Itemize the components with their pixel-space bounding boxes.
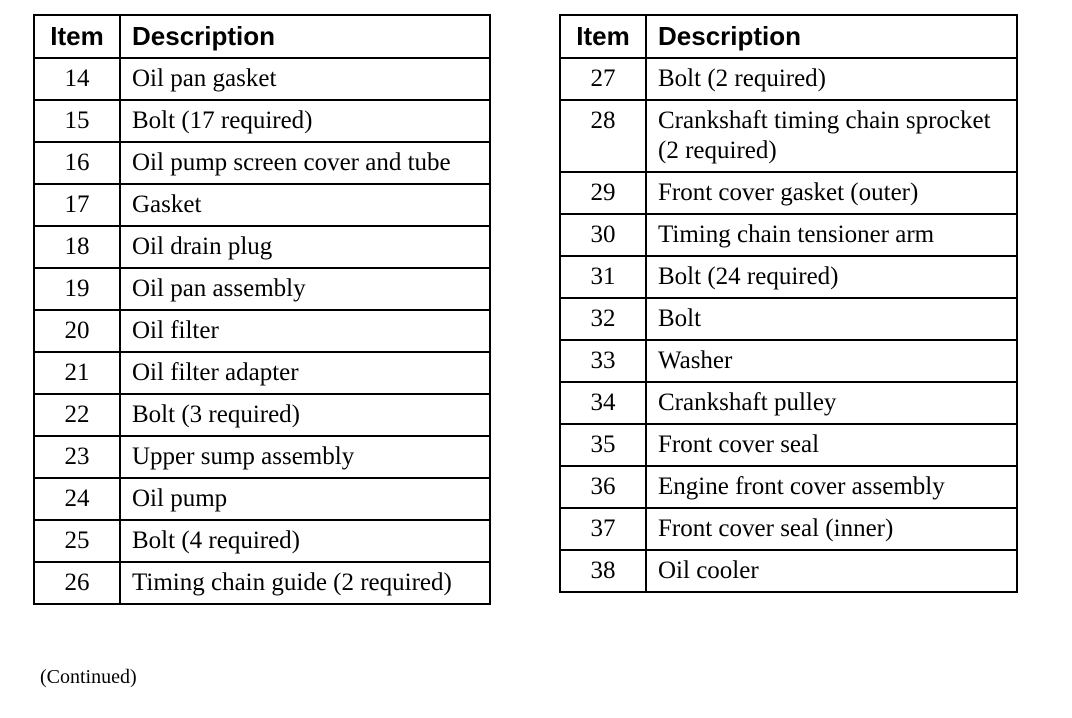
table-row: [34, 310, 490, 352]
table-row: [34, 478, 490, 520]
table-row: [560, 550, 1017, 592]
description-cell: Bolt (4 required): [120, 520, 490, 562]
item-number-cell: 30: [560, 214, 646, 256]
table-row: [34, 562, 490, 604]
parts-table-right: [559, 14, 1018, 593]
continued-note: (Continued): [40, 666, 137, 688]
table-body: [560, 58, 1017, 592]
description-cell: Bolt (3 required): [120, 394, 490, 436]
description-cell: Upper sump assembly: [120, 436, 490, 478]
item-number-cell: 27: [560, 58, 646, 100]
description-cell: Oil filter: [120, 310, 490, 352]
table-row: [560, 58, 1017, 100]
item-column-header: Item: [560, 15, 646, 58]
item-number-cell: 16: [34, 142, 120, 184]
item-number-cell: 19: [34, 268, 120, 310]
description-column-header: Description: [646, 15, 1017, 58]
item-column-header: Item: [34, 15, 120, 58]
description-cell: Timing chain guide (2 required): [120, 562, 490, 604]
item-number-cell: 24: [34, 478, 120, 520]
item-number-cell: 28: [560, 100, 646, 172]
item-number-cell: 18: [34, 226, 120, 268]
item-number-cell: 33: [560, 340, 646, 382]
item-number-cell: 34: [560, 382, 646, 424]
item-number-cell: 37: [560, 508, 646, 550]
description-cell: Washer: [646, 340, 1017, 382]
table-row: [34, 226, 490, 268]
item-number-cell: 35: [560, 424, 646, 466]
table-row: [560, 100, 1017, 172]
description-cell: Bolt (17 required): [120, 100, 490, 142]
item-number-cell: 22: [34, 394, 120, 436]
item-number-cell: 31: [560, 256, 646, 298]
description-cell: Oil pan assembly: [120, 268, 490, 310]
item-number-cell: 23: [34, 436, 120, 478]
description-cell: Front cover gasket (outer): [646, 172, 1017, 214]
item-number-cell: 38: [560, 550, 646, 592]
table-header-row: [560, 15, 1017, 58]
item-number-cell: 25: [34, 520, 120, 562]
description-cell: Gasket: [120, 184, 490, 226]
table-row: [34, 394, 490, 436]
table-row: [560, 298, 1017, 340]
description-cell: Crankshaft pulley: [646, 382, 1017, 424]
description-cell: Bolt: [646, 298, 1017, 340]
item-number-cell: 20: [34, 310, 120, 352]
item-number-cell: 29: [560, 172, 646, 214]
table-row: [34, 184, 490, 226]
item-number-cell: 17: [34, 184, 120, 226]
description-cell: Oil pump: [120, 478, 490, 520]
table-header-row: [34, 15, 490, 58]
description-cell: Oil pan gasket: [120, 58, 490, 100]
description-cell: Engine front cover assembly: [646, 466, 1017, 508]
table-body: [34, 58, 490, 604]
item-number-cell: 15: [34, 100, 120, 142]
table-row: [560, 508, 1017, 550]
description-cell: Front cover seal (inner): [646, 508, 1017, 550]
item-number-cell: 32: [560, 298, 646, 340]
description-cell: Bolt (24 required): [646, 256, 1017, 298]
table-row: [560, 424, 1017, 466]
parts-table-left: [33, 14, 491, 605]
description-cell: Front cover seal: [646, 424, 1017, 466]
table-row: [560, 172, 1017, 214]
item-number-cell: 26: [34, 562, 120, 604]
description-cell: Oil drain plug: [120, 226, 490, 268]
item-number-cell: 14: [34, 58, 120, 100]
description-cell: Crankshaft timing chain sprocket (2 required): [646, 100, 1017, 172]
table-row: [560, 214, 1017, 256]
description-cell: Oil cooler: [646, 550, 1017, 592]
table-row: [560, 256, 1017, 298]
table-row: [34, 436, 490, 478]
table-row: [34, 520, 490, 562]
item-number-cell: 36: [560, 466, 646, 508]
description-cell: Oil pump screen cover and tube: [120, 142, 490, 184]
table-row: [34, 268, 490, 310]
item-number-cell: 21: [34, 352, 120, 394]
table-row: [560, 382, 1017, 424]
table-row: [560, 340, 1017, 382]
description-cell: Timing chain tensioner arm: [646, 214, 1017, 256]
table-row: [34, 352, 490, 394]
table-row: [34, 100, 490, 142]
table-row: [34, 142, 490, 184]
table-row: [560, 466, 1017, 508]
table-row: [34, 58, 490, 100]
description-cell: Bolt (2 required): [646, 58, 1017, 100]
description-cell: Oil filter adapter: [120, 352, 490, 394]
description-column-header: Description: [120, 15, 490, 58]
